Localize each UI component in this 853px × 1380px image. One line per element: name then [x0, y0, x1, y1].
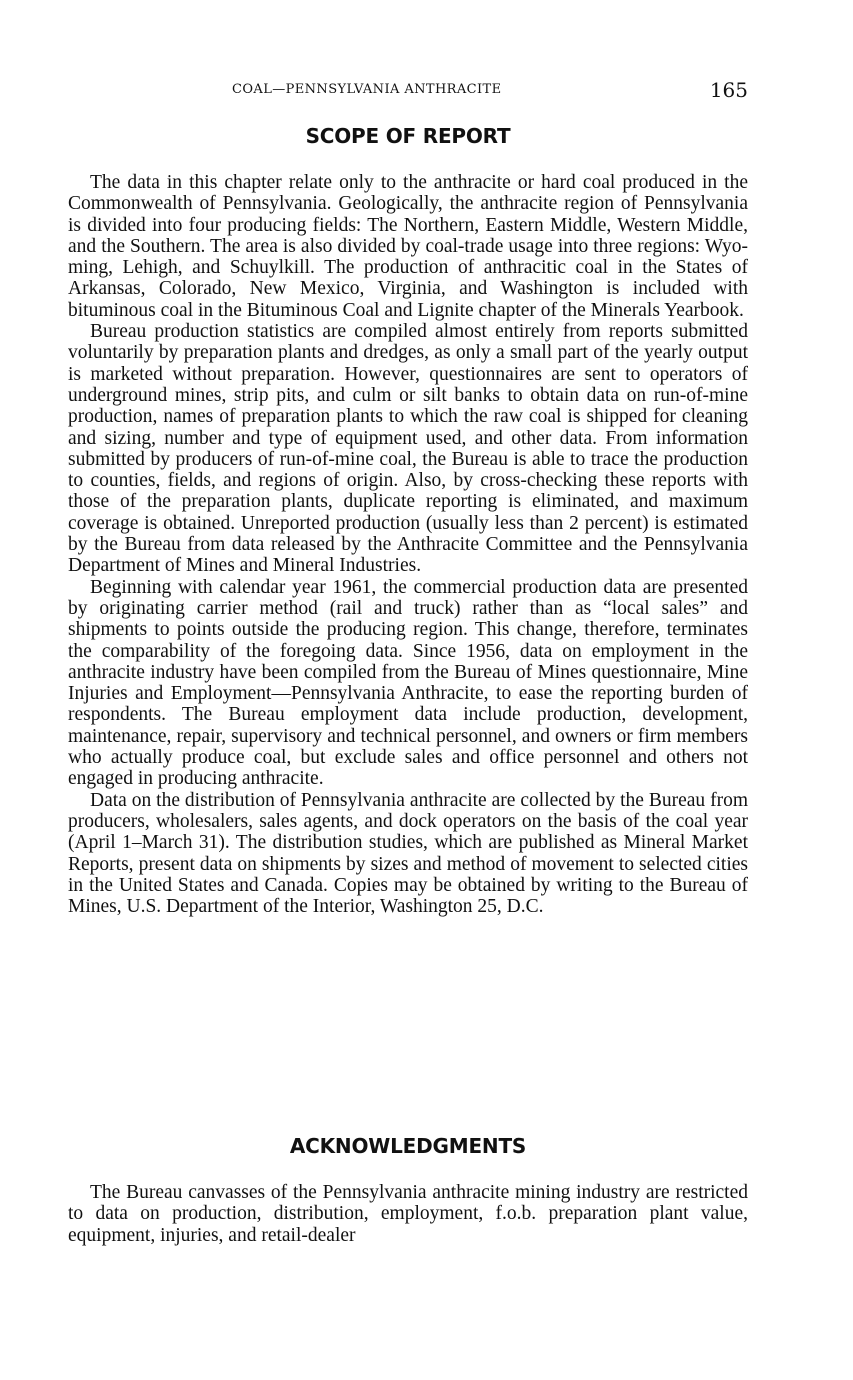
acknowledgments-body [68, 1182, 748, 1246]
acknowledgments-heading: ACKNOWLEDGMENTS [289, 1134, 527, 1158]
scope-paragraph-1: The data in this chapter relate only to the anthracite or hard coal produced in the Commonwealth of Pennsylvania. Geologically, the anthracite region of Pennsylvania is divided into four producing fields: The Northern, Eastern Middle, Western Middle, and the Southern. The area is also divided by coal-trade usage into three regions: Wyoming, Lehigh, and Schuylkill. The production of anthracitic coal in the States of Arkansas, Colorado, New Mexico, Virginia, and Washington is included with bituminous coal in the Bituminous Coal and Lignite chapter of the Minerals Yearbook. [68, 172, 748, 321]
scope-paragraph-2: Bureau production statistics are compiled almost entirely from reports submitted voluntarily by preparation plants and dredges, as only a small part of the yearly output is marketed without preparation. However, questionnaires are sent to operators of underground mines, strip pits, and culm or silt banks to obtain data on run-of-mine production, names of preparation plants to which the raw coal is shipped for cleaning and sizing, number and type of equipment used, and other data. From information submitted by producers of run-of-mine coal, the Bureau is able to trace the production to counties, fields, and regions of origin. Also, by cross-checking these reports with those of the preparation plants, duplicate reporting is eliminated, and maximum coverage is obtained. Unreported production (usually less than 2 percent) is estimated by the Bureau from data released by the Anthracite Committee and the Pennsylvania Department of Mines and Mineral Industries. [68, 321, 748, 577]
acknowledgments-paragraph-1: The Bureau canvasses of the Pennsylvania anthracite mining industry are restricted to data on production, distribution, employment, f.o.b. preparation plant value, equipment, injuries, and retail-dealer [68, 1182, 748, 1246]
scope-of-report-heading: SCOPE OF REPORT [305, 124, 511, 148]
scope-paragraph-4: Data on the distribution of Pennsylvania anthracite are collected by the Bureau from producers, wholesalers, sales agents, and dock operators on the basis of the coal year (April 1–March 31). The distribution studies, which are published as Mineral Market Reports, present data on shipments by sizes and method of movement to selected cities in the United States and Canada. Copies may be obtained by writing to the Bureau of Mines, U.S. Department of the Interior, Washington 25, D.C. [68, 789, 748, 918]
scope-paragraph-3: Beginning with calendar year 1961, the commercial production data are presented by originating carrier method (rail and truck) rather than as “local sales” and shipments to points outside the producing region. This change, therefore, terminates the comparability of the foregoing data. Since 1956, data on employment in the anthracite industry have been compiled from the Bureau of Mines questionnaire, Mine Injuries and Employment—Pennsylvania Anthracite, to ease the reporting burden of respondents. The Bureau employment data include production, development, maintenance, repair, supervisory and technical personnel, and owners or firm members who actually produce coal, but exclude sales and office personnel and others not engaged in producing anthracite. [68, 576, 748, 790]
running-title: COAL—PENNSYLVANIA ANTHRACITE [232, 82, 502, 97]
page-number: 165 [709, 78, 748, 102]
scope-of-report-body [68, 172, 748, 917]
running-header [68, 78, 748, 104]
